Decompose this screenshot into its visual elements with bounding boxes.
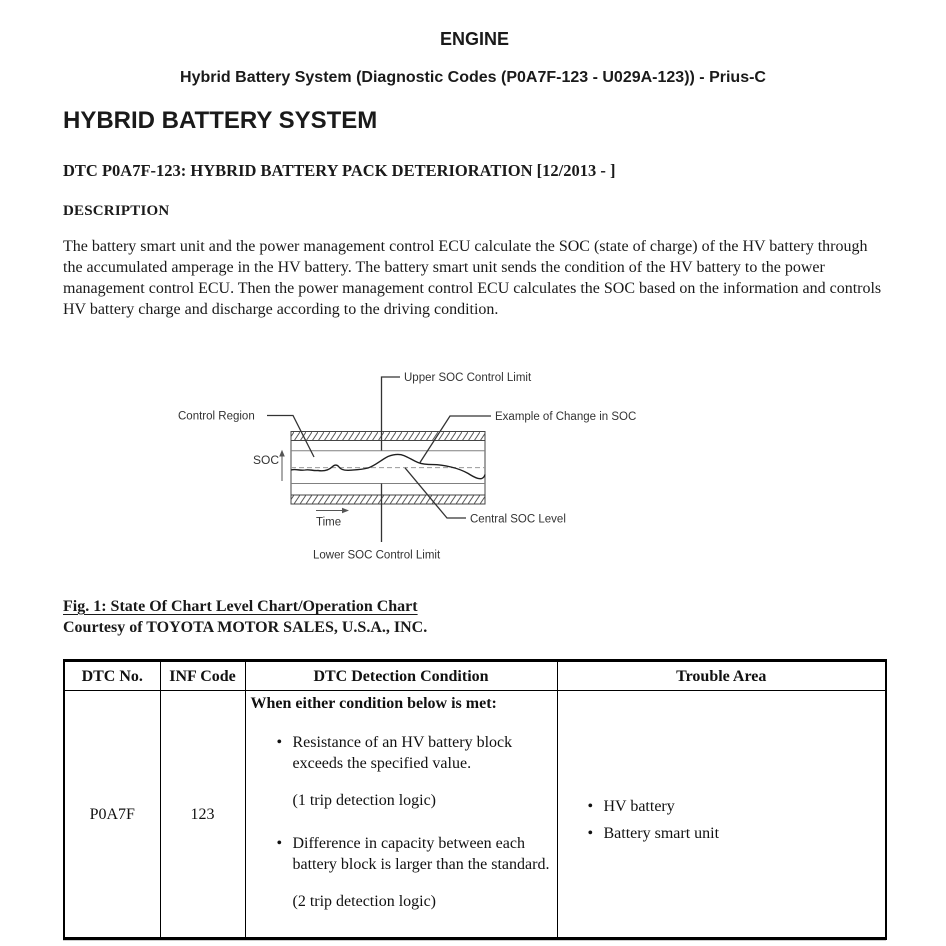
scan-artifact-line <box>63 940 886 941</box>
trouble-area-item <box>588 796 882 817</box>
upper-limit-label: Upper SOC Control Limit <box>404 372 532 384</box>
hatch-strip-top <box>291 432 485 441</box>
col-header-inf-code: INF Code <box>160 661 245 691</box>
soc-axis-arrow <box>279 450 285 481</box>
detection-bullet-1-text: Resistance of an HV battery block exceeds the specified value. <box>292 734 513 772</box>
central-level-label: Central SOC Level <box>470 513 566 526</box>
figure-caption: Fig. 1: State Of Chart Level Chart/Operation Chart <box>63 598 418 615</box>
dtc-table <box>63 659 887 940</box>
dtc-table-row <box>64 691 886 939</box>
dtc-heading: DTC P0A7F-123: HYBRID BATTERY PACK DETERIORATION [12/2013 - ] <box>63 161 616 180</box>
time-axis-arrow <box>316 508 349 513</box>
figure-credit: Courtesy of TOYOTA MOTOR SALES, U.S.A., INC. <box>63 619 428 636</box>
page-title: HYBRID BATTERY SYSTEM <box>63 107 378 134</box>
lower-limit-label: Lower SOC Control Limit <box>313 549 441 562</box>
central-level-pointer <box>405 468 466 518</box>
detection-bullet-1 <box>251 732 551 774</box>
description-heading: DESCRIPTION <box>63 203 170 219</box>
dtc-table-header-row <box>64 661 886 691</box>
detection-bullet-2-text: Difference in capacity between each battery block is larger than the standard. <box>292 835 550 873</box>
example-change-label: Example of Change in SOC <box>495 411 637 423</box>
cell-detection-condition <box>245 691 557 939</box>
soc-axis-label: SOC <box>253 453 280 467</box>
trouble-area-item-text: HV battery <box>603 798 675 815</box>
hatch-strip-bottom <box>291 495 485 504</box>
soc-control-diagram <box>0 360 946 575</box>
cell-dtc-no: P0A7F <box>64 691 160 939</box>
description-paragraph: The battery smart unit and the power management control ECU calculate the SOC (state of charge) of the HV battery through the accumulated amperage in the HV battery. The battery smart unit sends the condition of the HV battery to the power management control ECU. Then the power management control ECU calculates the SOC based on the information and controls HV battery charge and discharge according to the driving condition. <box>63 238 882 318</box>
detection-note-2: (2 trip detection logic) <box>292 893 437 910</box>
detection-note-1: (1 trip detection logic) <box>292 792 437 809</box>
detection-bullet-2 <box>251 833 551 875</box>
cell-inf-code: 123 <box>160 691 245 939</box>
page-kicker: ENGINE <box>439 29 509 49</box>
cell-trouble-area <box>557 691 886 939</box>
trouble-area-item <box>588 823 882 844</box>
trouble-area-list <box>588 796 882 844</box>
trouble-area-item-text: Battery smart unit <box>603 825 720 842</box>
soc-curve <box>291 455 485 479</box>
col-header-dtc-no: DTC No. <box>64 661 160 691</box>
page-subtitle: Hybrid Battery System (Diagnostic Codes (P0A7F-123 - U029A-123)) - Prius-C <box>180 69 766 86</box>
col-header-detection-condition: DTC Detection Condition <box>245 661 557 691</box>
detection-intro: When either condition below is met: <box>250 695 497 712</box>
control-region-label: Control Region <box>178 410 255 423</box>
col-header-trouble-area: Trouble Area <box>557 661 886 691</box>
time-axis-label: Time <box>316 516 342 529</box>
